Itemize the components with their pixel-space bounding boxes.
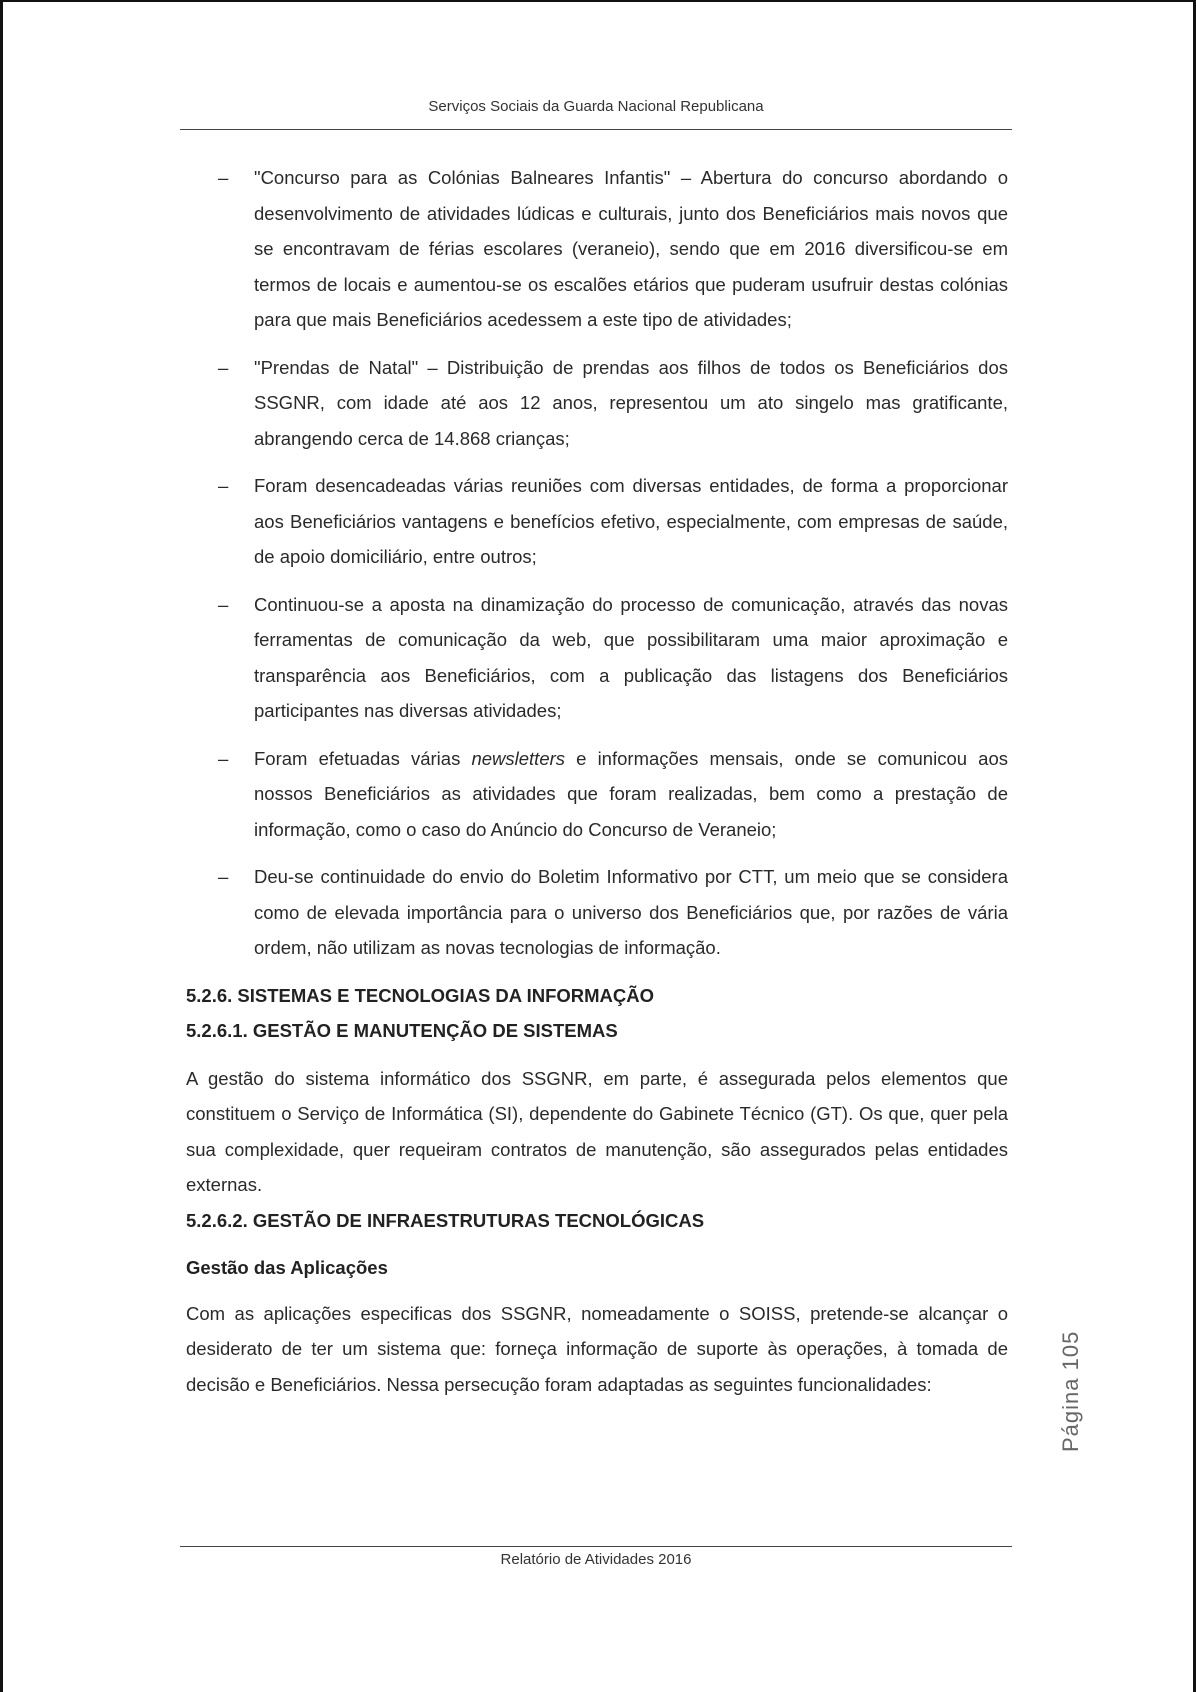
- bullet-text: "Concurso para as Colónias Balneares Infantis" – Abertura do concurso abordando o desenvolvimento de atividades lúdicas e culturais, junto dos Beneficiários mais novos que se encontravam de férias escolares (veraneio), sendo que em 2016 diversificou-se em termos de locais e aumentou-se os escalões etários que puderam usufruir destas colónias para que mais Beneficiários acedessem a este tipo de atividades;: [254, 167, 1008, 330]
- bullet-item: [186, 587, 1008, 729]
- bullet-text: Deu-se continuidade do envio do Boletim Informativo por CTT, um meio que se considera como de elevada importância para o universo dos Beneficiários que, por razões de vária ordem, não utilizam as novas tecnologias de informação.: [254, 866, 1008, 958]
- subsection-2-paragraph: Com as aplicações especificas dos SSGNR, nomeadamente o SOISS, pretende-se alcançar o desiderato de ter um sistema que: forneça informação de suporte às operações, à tomada de decisão e Beneficiários. Nessa persecução foram adaptadas as seguintes funcionalidades:: [186, 1302, 1008, 1395]
- subsection-heading-2: 5.2.6.2. GESTÃO DE INFRAESTRUTURAS TECNOLÓGICAS: [186, 1209, 705, 1231]
- bullet-dash: –: [218, 475, 229, 496]
- bullet-dash: –: [218, 593, 229, 615]
- bullet-text: "Prendas de Natal" – Distribuição de prendas aos filhos de todos os Beneficiários dos SSGNR, com idade até aos 12 anos, representou um ato singelo mas gratificante, abrangendo cerca de 14.868 crianças;: [254, 356, 1008, 449]
- subsection-heading-1: 5.2.6.1. GESTÃO E MANUTENÇÃO DE SISTEMAS: [186, 1020, 618, 1041]
- bullet-text: Foram desencadeadas várias reuniões com diversas entidades, de forma a proporcionar aos Beneficiários vantagens e benefícios efetivo, especialmente, com empresas de saúde, de apoio domiciliário, entre outros;: [254, 475, 1008, 567]
- bullet-text-after: e informações mensais, onde se comunicou aos nossos Beneficiários as atividades que foram realizadas, bem como a prestação de informação, como o caso do Anúncio do Concurso de Veraneio;: [254, 747, 1008, 840]
- bullet-item: [186, 741, 1008, 848]
- bullet-text-before: Foram efetuadas várias: [254, 747, 472, 769]
- page-content: [186, 160, 1008, 1402]
- bullet-item: [186, 468, 1008, 575]
- bullet-text-italic: newsletters: [471, 747, 566, 769]
- bullet-list: [186, 160, 1008, 966]
- bullet-dash: –: [218, 866, 229, 887]
- subsection-2-subheading: Gestão das Aplicações: [186, 1257, 388, 1278]
- page-footer: Relatório de Atividades 2016: [500, 1551, 692, 1568]
- bullet-dash: –: [218, 747, 229, 769]
- page-header: Serviços Sociais da Guarda Nacional Republicana: [428, 98, 764, 115]
- bullet-text: Continuou-se a aposta na dinamização do processo de comunicação, através das novas ferramentas de comunicação da web, que possibilitaram uma maior aproximação e transparência aos Beneficiários, com a publicação das listagens dos Beneficiários participantes nas diversas atividades;: [254, 593, 1008, 721]
- bullet-dash: –: [218, 356, 229, 378]
- bullet-item: [186, 350, 1008, 457]
- bullet-item: [186, 160, 1008, 338]
- page-number: Página 105: [1058, 1330, 1083, 1452]
- subsection-1-paragraph: A gestão do sistema informático dos SSGNR, em parte, é assegurada pelos elementos que constituem o Serviço de Informática (SI), dependente do Gabinete Técnico (GT). Os que, quer pela sua complexidade, quer requeiram contratos de manutenção, são assegurados pelas entidades externas.: [186, 1067, 1008, 1195]
- bullet-item: [186, 859, 1008, 966]
- header-rule: [180, 129, 1012, 130]
- section-heading: 5.2.6. SISTEMAS E TECNOLOGIAS DA INFORMAÇÃO: [186, 984, 655, 1006]
- bullet-dash: –: [218, 167, 229, 188]
